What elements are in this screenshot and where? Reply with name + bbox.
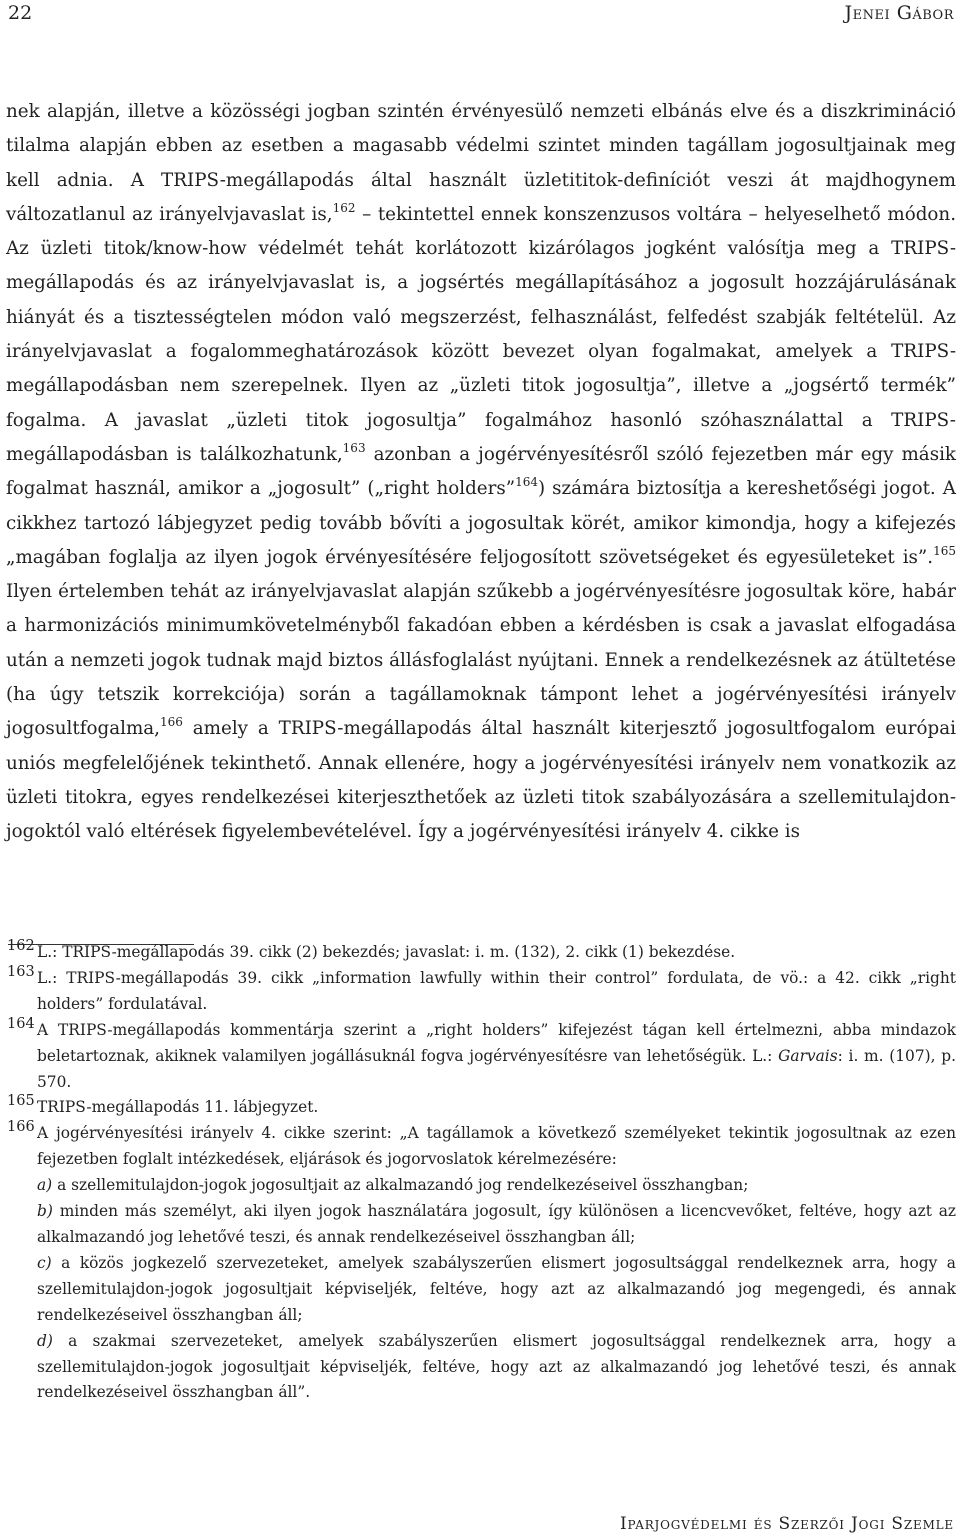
item-label: d) bbox=[37, 1331, 53, 1350]
item-text: a szellemitulajdon-jogok jogosultjait az alkalmazandó jog rendelkezéseivel összhangban; bbox=[52, 1176, 749, 1195]
footnote-ref-162[interactable]: 162 bbox=[332, 200, 356, 215]
footnotes bbox=[6, 940, 956, 1406]
footnote-166 bbox=[6, 1121, 956, 1406]
footnote-text: A jogérvényesítési irányelv 4. cikke szerint: „A tagállamok a következő személyeket tekintik jogosultnak az ezen fejezetben foglalt intézkedések, eljárások és jogorvoslatok kérelmezésére: bbox=[37, 1124, 956, 1169]
item-text: a szakmai szervezeteket, amelyek szabályszerűen elismert jogosultsággal rendelkeznek arra, hogy a szellemitulajdon-jogok jogosultjait képviseljék, feltéve, hogy azt az alkalmazandó jog lehetővé teszi, és annak rendelkezéseivel összhangban áll”. bbox=[37, 1331, 956, 1402]
item-label: c) bbox=[37, 1253, 52, 1272]
item-label: a) bbox=[37, 1176, 53, 1195]
footnote-item-a bbox=[37, 1173, 956, 1199]
item-text: a közös jogkezelő szervezeteket, amelyek szabályszerűen elismert jogosultsággal rendelkeznek arra, hogy a szellemitulajdon-jogok jogosultjait képviseljék, feltéve, hogy azt az alkalmazandó jog megengedi, és annak rendelkezéseivel összhangban áll; bbox=[37, 1253, 956, 1324]
footnote-text: L.: TRIPS-megállapodás 39. cikk „information lawfully within their control” fordulata, de vö.: a 42. cikk „right holders” fordulatával. bbox=[37, 968, 956, 1013]
footnote-number: 166 bbox=[7, 1119, 35, 1136]
body-text-segment: nek alapján, illetve a közösségi jogban szintén érvényesülő nemzeti elbánás elve és a diszkrimináció tilalma alapján ebben az esetben a magasabb védelmi szintet minden tagállam jogosultjainak meg kell adnia. A TRIPS-megállapodás által használt üzletititok-definíciót veszi át majdhogynem változatlanul az irányelvjavaslat is, bbox=[6, 101, 956, 225]
footnote-item-c bbox=[37, 1251, 956, 1329]
footnote-number: 164 bbox=[7, 1015, 35, 1032]
page-number: 22 bbox=[8, 2, 33, 24]
body-paragraph bbox=[6, 95, 956, 850]
footnote-text: : i. m. (107), p. 570. bbox=[37, 1046, 956, 1091]
footnote-number: 163 bbox=[7, 963, 35, 980]
footnote-number: 165 bbox=[7, 1093, 35, 1110]
footnote-164 bbox=[6, 1015, 956, 1096]
body-text-segment: – tekintettel ennek konszenzusos voltára – helyeselhető módon. Az üzleti titok/know-how védelmét tehát korlátozott kizárólagos jogként valósítja meg a TRIPS-megállapodás és az irányelvjavaslat is, a jogsértés megállapításához a jogosult hozzájárulásának hiányát és a tisztességtelen módon való megszerzést, felhasználást, felfedést szabják feltételül. Az irányelvjavaslat a fogalommeghatározások között bevezet olyan fogalmakat, amelyek a TRIPS-megállapodásban nem szerepelnek. Ilyen az „üzleti titok jogosultja”, illetve a „jogsértő termék” fogalma. A javaslat „üzleti titok jogosultja” fogalmához hasonló szóhasználattal a TRIPS-megállapodásban is találkozhatunk, bbox=[6, 203, 957, 465]
footnote-text: L.: TRIPS-megállapodás 39. cikk (2) bekezdés; javaslat: i. m. (132), 2. cikk (1) bekezdése. bbox=[37, 943, 736, 961]
body-text-segment: amely a TRIPS-megállapodás által használt kiterjesztő jogosultfogalom európai uniós megfelelőjének tekinthető. Annak ellenére, hogy a jogérvényesítési irányelv nem vonatkozik az üzleti titokra, egyes rendelkezései kiterjeszthetőek az üzleti titok szabályozására a szellemitulajdon-jogoktól való eltérések figyelembevételével. Így a jogérvényesítési irányelv 4. cikke is bbox=[6, 718, 956, 843]
body-text bbox=[6, 95, 956, 850]
footnote-ref-166[interactable]: 166 bbox=[160, 715, 183, 730]
footnote-ref-164[interactable]: 164 bbox=[515, 475, 538, 490]
footnote-ref-163[interactable]: 163 bbox=[342, 440, 366, 455]
body-text-segment: ) számára biztosítja a kereshetőségi jogot. A cikkhez tartozó lábjegyzet pedig tovább bővíti a jogosultak körét, amikor kimondja, hogy a kifejezés „magában foglalja az ilyen jogok érvényesítésére feljogosított szövetségeket és egyesületeket is”. bbox=[6, 478, 956, 568]
footnote-165 bbox=[6, 1095, 956, 1121]
footnote-number: 162 bbox=[7, 938, 35, 954]
footnote-text: A TRIPS-megállapodás kommentárja szerint a „right holders” kifejezést tágan kell értelmezni, abba mindazok beletartoznak, akiknek valamilyen jogállásuknál fogva jogérvényesítésre van lehetőségük. L.: bbox=[37, 1020, 956, 1065]
body-text-segment: Ilyen értelemben tehát az irányelvjavaslat alapján szűkebb a jogérvényesítésre jogosultak köre, habár a harmonizációs minimumkövetelményből fakadóan ebben a kérdésben is csak a javaslat elfogadása után a nemzeti jogok tudnak majd biztos állásfoglalást nyújtani. Ennek a rendelkezésnek az átültetése (ha úgy tetszik korrekciója) során a tagállamoknak támpont lehet a jogérvényesítési irányelv jogosultfogalma, bbox=[6, 581, 956, 740]
journal-footer: Iparjogvédelmi és Szerzői Jogi Szemle bbox=[619, 1514, 954, 1534]
footnote-author: Garvais bbox=[778, 1046, 838, 1065]
item-label: b) bbox=[37, 1202, 53, 1221]
footnote-text: TRIPS-megállapodás 11. lábjegyzet. bbox=[37, 1098, 319, 1117]
footnote-item-b bbox=[37, 1199, 956, 1251]
footnote-ref-165[interactable]: 165 bbox=[933, 543, 956, 558]
running-head-author: Jenei Gábor bbox=[844, 2, 954, 24]
footnote-163 bbox=[6, 963, 956, 1018]
footnote-162 bbox=[6, 940, 956, 966]
footnote-item-d bbox=[37, 1329, 956, 1407]
item-text: minden más személyt, aki ilyen jogok használatára jogosult, így különösen a licencvevőket, feltéve, hogy azt az alkalmazandó jog lehetővé teszi, és annak rendelkezéseivel összhangban áll; bbox=[37, 1202, 956, 1246]
body-text-segment: azonban a jogérvényesítésről szóló fejezetben már egy másik fogalmat használ, amikor a „jogosult” („right holders” bbox=[6, 443, 956, 500]
